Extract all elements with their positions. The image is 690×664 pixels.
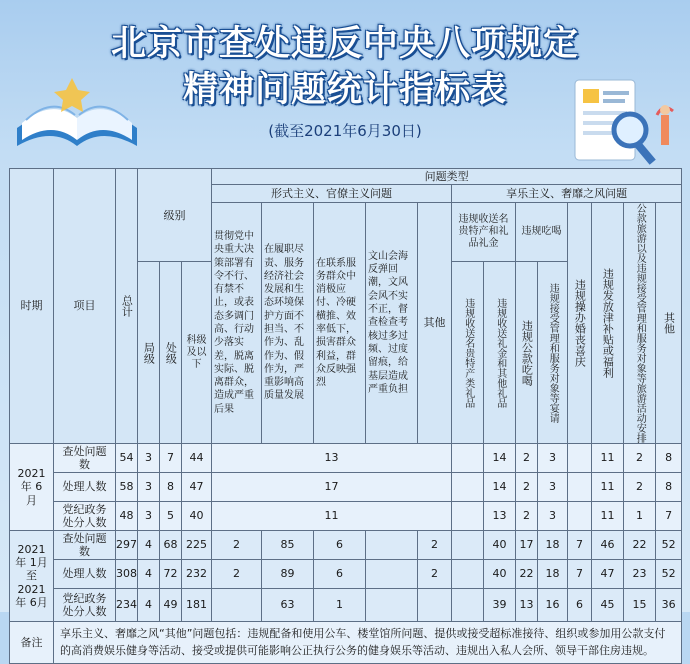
table-row <box>10 444 682 473</box>
f1-cell: 2 <box>212 560 262 589</box>
page-title-line-1: 北京市查处违反中央八项规定 <box>110 24 579 64</box>
gift-a-cell <box>452 473 484 502</box>
header-gift-a: 违规收送名贵特产类礼品 <box>452 262 484 444</box>
header-hedonism-travel: 公款旅游以及违规接受管理和服务对象等旅游活动安排 <box>624 203 656 444</box>
chu-cell: 49 <box>160 589 182 622</box>
travel-cell: 15 <box>624 589 656 622</box>
header-hedonism-gift: 违规收送名贵特产和礼品礼金 <box>452 203 516 262</box>
wedding-cell: 6 <box>568 589 592 622</box>
header-issue-type: 问题类型 <box>212 169 682 185</box>
meal-b-cell: 3 <box>538 444 568 473</box>
header-formalism-2: 在履职尽责、服务经济社会发展和生态环境保护方面不担当、不作为、乱作为、假作为，严重影响高质量发展 <box>262 203 314 444</box>
f1-cell: 2 <box>212 531 262 560</box>
f-other-cell: 2 <box>418 560 452 589</box>
ju-cell: 3 <box>138 473 160 502</box>
gift-b-cell: 40 <box>484 560 516 589</box>
header-total: 总计 <box>116 169 138 444</box>
f4-cell <box>366 589 418 622</box>
f4-cell <box>366 560 418 589</box>
total-cell: 308 <box>116 560 138 589</box>
header-formalism-4: 文山会海反弹回潮，文风会风不实不正，督查检查考核过多过频、过度留痕，给基层造成严重负担 <box>366 203 418 444</box>
chu-cell: 8 <box>160 473 182 502</box>
meal-b-cell: 18 <box>538 531 568 560</box>
header-hedonism: 享乐主义、奢靡之风问题 <box>452 185 682 203</box>
table-row <box>10 473 682 502</box>
other-cell: 36 <box>656 589 682 622</box>
travel-cell: 1 <box>624 502 656 531</box>
wedding-cell: 7 <box>568 560 592 589</box>
ke-cell: 232 <box>182 560 212 589</box>
other-cell: 52 <box>656 560 682 589</box>
subsidy-cell: 47 <box>592 560 624 589</box>
ke-cell: 44 <box>182 444 212 473</box>
other-cell: 52 <box>656 531 682 560</box>
table-row <box>10 531 682 560</box>
meal-b-cell: 3 <box>538 502 568 531</box>
meal-a-cell: 2 <box>516 502 538 531</box>
ju-cell: 3 <box>138 502 160 531</box>
item-cell: 党纪政务处分人数 <box>54 589 116 622</box>
header-rank-ju: 局级 <box>138 262 160 444</box>
subsidy-cell: 11 <box>592 473 624 502</box>
ke-cell: 225 <box>182 531 212 560</box>
total-cell: 297 <box>116 531 138 560</box>
item-cell: 处理人数 <box>54 473 116 502</box>
note-row <box>10 622 682 664</box>
statistics-table <box>9 168 682 664</box>
wedding-cell <box>568 502 592 531</box>
period-cell: 2021 年 1月至 2021 年 6月 <box>10 531 54 622</box>
wedding-cell <box>568 444 592 473</box>
header-rank-ke: 科级及以下 <box>182 262 212 444</box>
formalism-merged-cell: 13 <box>212 444 452 473</box>
table-row <box>10 560 682 589</box>
f2-cell: 63 <box>262 589 314 622</box>
gift-b-cell: 14 <box>484 444 516 473</box>
subsidy-cell: 11 <box>592 444 624 473</box>
chu-cell: 5 <box>160 502 182 531</box>
gift-b-cell: 40 <box>484 531 516 560</box>
travel-cell: 23 <box>624 560 656 589</box>
subsidy-cell: 11 <box>592 502 624 531</box>
gift-b-cell: 39 <box>484 589 516 622</box>
header-gift-b: 违规收送礼金和其他礼品 <box>484 262 516 444</box>
ke-cell: 181 <box>182 589 212 622</box>
f2-cell: 89 <box>262 560 314 589</box>
header-formalism: 形式主义、官僚主义问题 <box>212 185 452 203</box>
ke-cell: 40 <box>182 502 212 531</box>
f-other-cell: 2 <box>418 531 452 560</box>
f3-cell: 6 <box>314 531 366 560</box>
page-subtitle: (截至2021年6月30日) <box>268 122 422 140</box>
item-cell: 处理人数 <box>54 560 116 589</box>
header-hedonism-wedding: 违规操办婚丧喜庆 <box>568 203 592 444</box>
other-cell: 8 <box>656 444 682 473</box>
other-cell: 8 <box>656 473 682 502</box>
gift-b-cell: 14 <box>484 473 516 502</box>
other-cell: 7 <box>656 502 682 531</box>
travel-cell: 2 <box>624 444 656 473</box>
gift-a-cell <box>452 502 484 531</box>
chu-cell: 7 <box>160 444 182 473</box>
f4-cell <box>366 531 418 560</box>
f3-cell: 6 <box>314 560 366 589</box>
ju-cell: 4 <box>138 589 160 622</box>
wedding-cell: 7 <box>568 531 592 560</box>
header-meal-a: 违规公款吃喝 <box>516 262 538 444</box>
table-row <box>10 502 682 531</box>
gift-a-cell <box>452 531 484 560</box>
header-hedonism-subsidy: 违规发放津补贴或福利 <box>592 203 624 444</box>
subsidy-cell: 45 <box>592 589 624 622</box>
total-cell: 48 <box>116 502 138 531</box>
meal-b-cell: 16 <box>538 589 568 622</box>
total-cell: 58 <box>116 473 138 502</box>
note-label: 备注 <box>10 622 54 664</box>
item-cell: 党纪政务处分人数 <box>54 502 116 531</box>
header-formalism-other: 其他 <box>418 203 452 444</box>
travel-cell: 22 <box>624 531 656 560</box>
wedding-cell <box>568 473 592 502</box>
item-cell: 查处问题数 <box>54 444 116 473</box>
header-rank-chu: 处级 <box>160 262 182 444</box>
header-period: 时期 <box>10 169 54 444</box>
ju-cell: 4 <box>138 560 160 589</box>
gift-b-cell: 13 <box>484 502 516 531</box>
meal-a-cell: 2 <box>516 473 538 502</box>
subsidy-cell: 46 <box>592 531 624 560</box>
header-rank: 级别 <box>138 169 212 262</box>
total-cell: 234 <box>116 589 138 622</box>
f-other-cell <box>418 589 452 622</box>
header-formalism-3: 在联系服务群众中消极应付、冷硬横推、效率低下，损害群众利益，群众反映强烈 <box>314 203 366 444</box>
table-row <box>10 589 682 622</box>
period-cell: 2021 年 6 月 <box>10 444 54 531</box>
formalism-merged-cell: 17 <box>212 473 452 502</box>
gift-a-cell <box>452 444 484 473</box>
note-text: 享乐主义、奢靡之风“其他”问题包括：违规配备和使用公车、楼堂馆所问题、提供或接受超标准接待、组织或参加用公款支付的高消费娱乐健身等活动、接受或提供可能影响公正执行公务的健身娱乐等活动、违规出入私人会所、领导干部住房违规。 <box>54 622 682 664</box>
meal-b-cell: 3 <box>538 473 568 502</box>
item-cell: 查处问题数 <box>54 531 116 560</box>
f3-cell: 1 <box>314 589 366 622</box>
header-hedonism-meal: 违规吃喝 <box>516 203 568 262</box>
f1-cell <box>212 589 262 622</box>
header-hedonism-other: 其他 <box>656 203 682 444</box>
gift-a-cell <box>452 560 484 589</box>
header-meal-b: 违规接受管理和服务对象等宴请 <box>538 262 568 444</box>
header-formalism-1: 贯彻党中央重大决策部署有令不行、有禁不止，或表态多调门高、行动少落实差，脱离实际、脱离群众，造成严重后果 <box>212 203 262 444</box>
chu-cell: 68 <box>160 531 182 560</box>
ke-cell: 47 <box>182 473 212 502</box>
chu-cell: 72 <box>160 560 182 589</box>
page-title-line-2: 精神问题统计指标表 <box>182 70 507 110</box>
ju-cell: 3 <box>138 444 160 473</box>
meal-a-cell: 17 <box>516 531 538 560</box>
gift-a-cell <box>452 589 484 622</box>
formalism-merged-cell: 11 <box>212 502 452 531</box>
meal-a-cell: 22 <box>516 560 538 589</box>
meal-a-cell: 13 <box>516 589 538 622</box>
meal-a-cell: 2 <box>516 444 538 473</box>
meal-b-cell: 18 <box>538 560 568 589</box>
total-cell: 54 <box>116 444 138 473</box>
ju-cell: 4 <box>138 531 160 560</box>
header-item: 项目 <box>54 169 116 444</box>
travel-cell: 2 <box>624 473 656 502</box>
f2-cell: 85 <box>262 531 314 560</box>
